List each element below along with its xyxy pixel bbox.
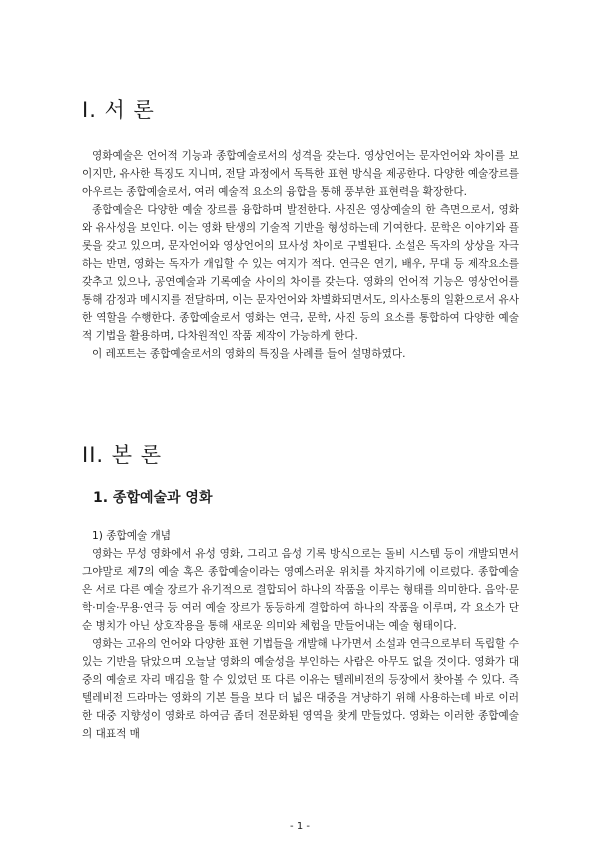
section-heading-introduction: I. 서 론 [82,98,155,122]
paragraph: 종합예술은 다양한 예술 장르를 융합하며 발전한다. 사진은 영상예술의 한 측면으로서, 영화와 유사성을 보인다. 이는 영화 탄생의 기술적 기반을 형성하는데 기여한다. 문학은 이야기와 플롯을 갖고 있으며, 문자언어와 영상언어의 묘사성 차이로 구별된다. 소설은 독자의 상상을 자극하는 반면, 영화는 독자가 개입할 수 있는 여지가 적다. 연극은 연기, 배우, 무대 등 제작요소를 갖추고 있으나, 공연예술과 기록예술 사이의 차이를 갖는다. 영화의 언어적 기능은 영상언어를 통해 감정과 메시지를 전달하며, 이는 문자언어와 차별화되면서도, 의사소통의 일환으로서 유사한 역할을 수행한다. 종합예술로서 영화는 연극, 문학, 사진 등의 요소를 통합하여 다양한 예술적 기법을 활용하며, 다차원적인 작품 제작이 가능하게 한다. [82,204,519,342]
paragraph: 영화는 고유의 언어와 다양한 표현 기법들을 개발해 나가면서 소설과 연극으로부터 독립할 수 있는 기반을 닦았으며 오늘날 영화의 예술성을 부인하는 사람은 아무도 없을 것이다. 영화가 대중의 예술로 자리 매김을 할 수 있었던 또 다른 이유는 텔레비전의 등장에서 찾아볼 수 있다. 즉 텔레비전 드라마는 영화의 기본 틀을 보다 더 넓은 대중을 겨냥하기 위해 사용하는데 바로 이러한 대중 지향성이 영화로 하여금 좀더 전문화된 영역을 찾게 만들었다. 영화는 이러한 종합예술의 대표적 매 [82,638,519,740]
subsection-heading: 1. 종합예술과 영화 [93,490,213,506]
paragraph: 이 레포트는 종합예술로서의 영화의 특징을 사례를 들어 설명하였다. [92,348,406,360]
paragraph: 영화는 무성 영화에서 유성 영화, 그리고 음성 기록 방식으로는 돌비 시스템 등이 개발되면서 그야말로 제7의 예술 혹은 종합예술이라는 영예스러운 위치를 차지하기에 이르렀다. 종합예술은 서로 다른 예술 장르가 유기적으로 결합되어 하나의 작품을 이루는 형태를 의미한다. 음악·문학·미술·무용·연극 등 여러 예술 장르가 동등하게 결합하여 하나의 작품을 이루며, 각 요소가 단순 병치가 아닌 상호작용을 통해 새로운 의미와 체험을 만들어내는 예술 형태이다. [82,548,519,632]
sub-subsection-heading: 1) 종합예술 개념 [92,530,172,542]
section-heading-main-body: II. 본 론 [82,443,162,467]
paragraph: 영화예술은 언어적 기능과 종합예술로서의 성격을 갖는다. 영상언어는 문자언어와 차이를 보이지만, 유사한 특징도 지니며, 전달 과정에서 독특한 표현 방식을 제공한다. 다양한 예술장르를 아우르는 종합예술로서, 여러 예술적 요소의 융합을 통해 풍부한 표현력을 확장한다. [82,150,519,198]
page-number: - 1 - [290,821,310,832]
main-body-text [82,527,519,743]
introduction-body [82,147,519,363]
